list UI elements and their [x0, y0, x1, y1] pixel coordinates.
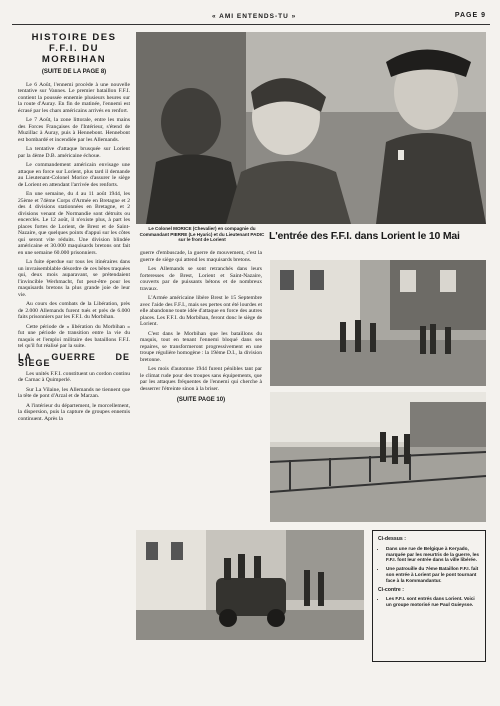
captions-box — [372, 530, 486, 662]
caption-label-above: Ci-dessus : — [378, 536, 406, 542]
continued-from: (SUITE DE LA PAGE 8) — [41, 69, 107, 75]
article-history-column — [18, 32, 130, 425]
paragraph: Le 7 Août, la zone littorale, entre les mains des Forces Françaises de l'Intérieur, s'étend de Muzillac à Auray, puis à Hennebont. Hennebont est bombardé et incendiée par les Allemands. — [18, 117, 130, 143]
paragraph: L'Armée américaine libère Brest le 15 Septembre avec l'aide des F.F.I., mais ses pertes ont été lourdes et elle abandonne toute idée d'attaque en force des autres places. Les F.F.I. du Morbihan, feront donc le siège de Lorient. — [140, 295, 262, 327]
paragraph: La tentative d'attaque brusquée sur Lorient par la 4ème D.B. américaine échoue. — [18, 146, 130, 159]
section-title: LA GUERRE DE SIEGE — [18, 351, 130, 368]
article-siege-column — [140, 250, 262, 404]
paragraph: En une semaine, du 4 au 11 août 1944, les 25ème et 74ème Corps d'Armée en Bretagne et 2 des 4 divisions stationnées en Bretagne, et 2 divisions venant de Normandie sont détruits ou encerclés. Le 12 août, il n'existe plus, à part les places fortes de Lorient, de Brest et de Saint-Nazaire, que quelques points d'appui sur les côtes qui seront vite réduits. Une division blindée américaine et 30.000 maquisards bretons ont fait en une semaine 60.000 prisonniers. — [18, 191, 130, 256]
paragraph: Sur La Vilaine, les Allemands ne tiennent que la tête de pont d'Arzal et de Marzan. — [18, 386, 130, 399]
page-number: PAGE 9 — [454, 12, 486, 19]
photo-caption: Le Colonel MORICE (Chevalier) en compagnie du Commandant PIERRE (Le Hyaric) et du Lieutenant PADIC sur le front de Lorient — [139, 226, 265, 243]
caption-item: • Les F.F.I. sont entrés dans Lorient. Voici un groupe motorisé rue Paul Guieysse. — [386, 596, 480, 608]
caption-list — [378, 596, 480, 608]
paragraph: Le 6 Août, l'ennemi procède à une nouvelle tentative sur Vannes. Le premier bataillon F.F.I. contient la poussée ennemie plusieurs heures sur la route d'Auray. En fin de matinée, l'ennemi est écrasé par les chars américains arrivés en renfort. — [18, 81, 130, 114]
masthead — [12, 10, 490, 24]
paragraph: La fuite éperdue sur tous les itinéraires dans un invraisemblable désordre de ces bêtes traquées qui, deux mois auparavant, se prétendaient l'invincible Werhmacht, fut peut-être pour les maquisards bretons la plus grande joie de leur vie. — [18, 259, 130, 298]
paragraph: Les Allemands se sont retranchés dans leurs forteresses de Brest, Lorient et Saint-Nazaire, couverts par de puissants bétons et de nombreux travaux. — [140, 266, 262, 292]
bridge-patrol-photo — [270, 392, 486, 522]
caption-item: • Dans une rue de Belgique à Keryado, marquée par les meurtris de la guerre, les F.F.I. font leur entrée dans la ville libérée. — [386, 546, 480, 563]
caption-list — [378, 546, 480, 584]
paragraph: Les mois d'automne 1944 furent pénibles tant par le climat rude pour des troupes sans équipements, que par les attaques fréquentes de l'ennemi qui cherche à desserrer l'étreinte sinon à la briser. — [140, 366, 262, 392]
paragraph: C'est dans le Morbihan que les bataillons du maquis, tout en tenant l'ennemi bloqué dans ses repaires, se transformeront progressivement en une troupe régulière homogène : la 19ème D.I., la division bretonne. — [140, 330, 262, 363]
masthead-rule — [12, 24, 490, 25]
street-entry-photo — [270, 260, 486, 386]
paragraph: Les unités F.F.I. constituent un cordon continu de Carnac à Quimperlé. — [18, 370, 130, 383]
caption-label-opposite: Ci-contre : — [378, 586, 404, 593]
paragraph: Au cours des combats de la Libération, près de 2.000 Allemands furent tués et près de 6.000 faits prisonniers par les F.F.I. du Morbihan. — [18, 301, 130, 320]
continued-to: (SUITE PAGE 10) — [176, 397, 226, 403]
motorised-group-photo — [136, 530, 364, 640]
newspaper-page — [12, 10, 490, 700]
paragraph: guerre d'embuscade, la guerre de mouvement, c'est la guerre de siège qui attend les maquisards bretons. — [140, 250, 262, 263]
masthead-title: « AMI ENTENDS-TU » — [212, 13, 297, 20]
caption-item: • Une patrouille du 7ème Bataillon F.F.I. fait son entrée à Lorient par le pont tournant face à la Kommandantur. — [386, 566, 480, 583]
photo-headline: L'entrée des F.F.I. dans Lorient le 10 Mai — [269, 230, 460, 242]
paragraph: Cette période de « libération du Morbihan » fut une période de transition entre la vie du maquis et l'emploi militaire des bataillons F.F.I. tel qu'il fut réalisé par la suite. — [18, 323, 130, 349]
article-title: HISTOIRE DES F.F.I. DU MORBIHAN — [31, 32, 117, 65]
paragraph: Le commandement américain envisage une attaque en force sur Lorient, plus tard il demande au Lieutenant-Colonel Morice d'assurer le siège de Lorient en attendant l'arrivée des renforts. — [18, 162, 130, 188]
paragraph: A l'intérieur du département, le morcellement, la dispersion, puis la capture de groupes ennemis continuent. Après la — [18, 402, 130, 422]
officers-photo — [136, 32, 486, 224]
